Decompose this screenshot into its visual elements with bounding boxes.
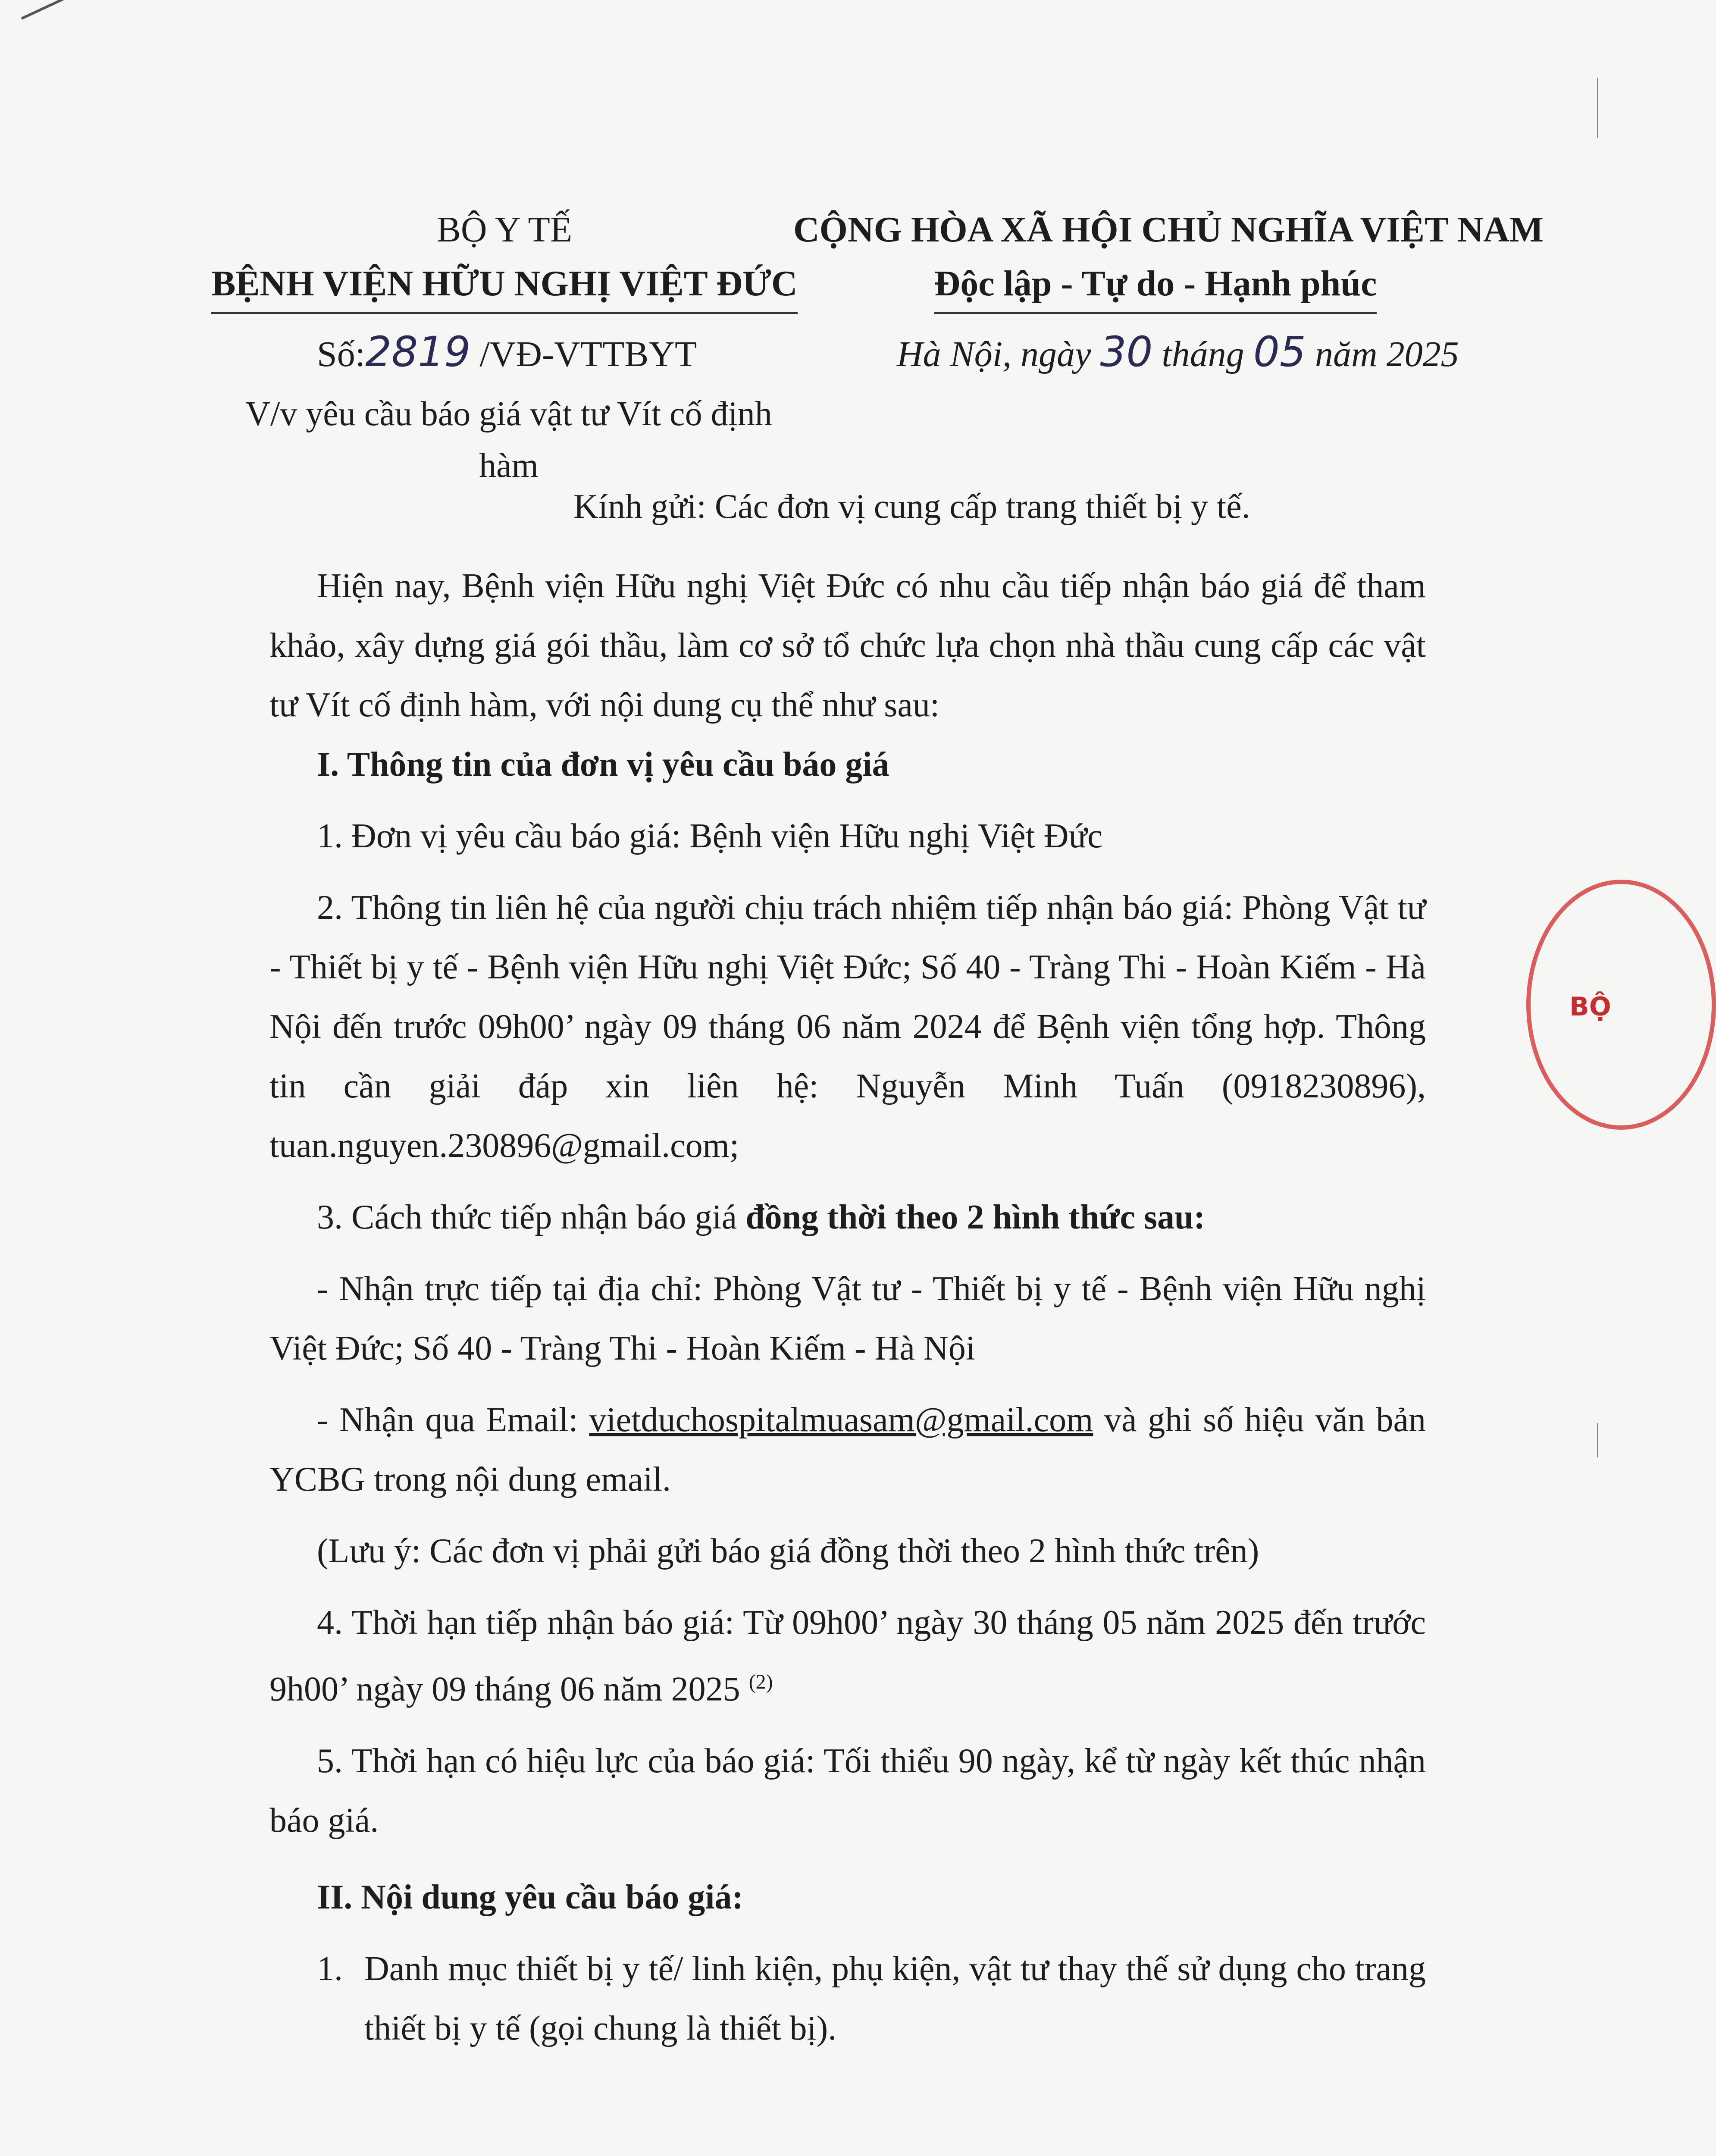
item3-bold: đồng thời theo 2 hình thức sau:: [745, 1198, 1206, 1236]
ministry-name: BỘ Y TẾ: [436, 210, 573, 250]
doc-number-prefix: Số:: [317, 334, 366, 374]
note: (Lưu ý: Các đơn vị phải gửi báo giá đồng thời theo 2 hình thức trên): [317, 1532, 1259, 1570]
subject-line: V/v yêu cầu báo giá vật tư Vít cố định hàm: [245, 395, 772, 485]
hospital-name: [207, 257, 802, 314]
item3-email-line: [269, 1390, 1426, 1509]
doc-number-suffix: /VĐ-VTTBYT: [479, 334, 697, 374]
item3-email-prefix: - Nhận qua Email:: [317, 1401, 589, 1439]
date-day: 30: [1100, 328, 1153, 376]
section1-item4: [269, 1593, 1426, 1719]
doc-number-handwritten: 2819: [365, 328, 471, 376]
date-month-label: tháng: [1162, 334, 1244, 374]
document-number: [317, 328, 697, 376]
recipient: Kính gửi: Các đơn vị cung cấp trang thiết bị y tế.: [573, 488, 1250, 526]
section2-title: II. Nội dung yêu cầu báo giá:: [317, 1878, 744, 1916]
section2-item1-num: 1.: [317, 1949, 343, 1988]
item3-direct: - Nhận trực tiếp tại địa chỉ: Phòng Vật tư - Thiết bị y tế - Bệnh viện Hữu nghị Việt Đức; Số 40 - Tràng Thi - Hoàn Kiếm - Hà Nội: [269, 1270, 1426, 1367]
section1-item2: 2. Thông tin liên hệ của người chịu trách nhiệm tiếp nhận báo giá: Phòng Vật tư - Thiết bị y tế - Bệnh viện Hữu nghị Việt Đức; Số 40 - Tràng Thi - Hoàn Kiếm - Hà Nội đến trước 09h00’ ngày 09 tháng 06 năm 2024 để Bệnh viện tổng hợp. Thông tin cần giải đáp xin liên hệ: Nguyễn Minh Tuấn (0918230896), tuan.nguyen.230896@gmail.com;: [269, 889, 1426, 1165]
item3-email-suffix: và ghi số hiệu văn bản YCBG trong nội dung email.: [269, 1401, 1426, 1498]
motto: [793, 257, 1518, 314]
section2-item1-text: Danh mục thiết bị y tế/ linh kiện, phụ kiện, vật tư thay thế sử dụng cho trang thiết bị y tế (gọi chung là thiết bị).: [364, 1949, 1426, 2047]
pen-mark: [21, 0, 81, 20]
section1-item5: 5. Thời hạn có hiệu lực của báo giá: Tối thiểu 90 ngày, kể từ ngày kết thúc nhận báo giá.: [269, 1742, 1426, 1839]
date-year: năm 2025: [1315, 334, 1459, 374]
hospital-name-text: BỆNH VIỆN HỮU NGHỊ VIỆT ĐỨC: [211, 257, 797, 314]
country-name: CỘNG HÒA XÃ HỘI CHỦ NGHĨA VIỆT NAM: [793, 210, 1544, 250]
motto-text: Độc lập - Tự do - Hạnh phúc: [934, 257, 1377, 314]
red-stamp: [1526, 880, 1716, 1130]
document-body: [269, 556, 1426, 2058]
edge-mark: [1597, 78, 1598, 138]
intro-paragraph: Hiện nay, Bệnh viện Hữu nghị Việt Đức có nhu cầu tiếp nhận báo giá để tham khảo, xây dựng giá gói thầu, làm cơ sở tổ chức lựa chọn nhà thầu cung cấp các vật tư Vít cố định hàm, với nội dung cụ thể như sau:: [269, 567, 1426, 724]
section1-item1: 1. Đơn vị yêu cầu báo giá: Bệnh viện Hữu nghị Việt Đức: [317, 817, 1103, 855]
section1-title: I. Thông tin của đơn vị yêu cầu báo giá: [317, 746, 889, 783]
item3-prefix: 3. Cách thức tiếp nhận báo giá: [317, 1198, 746, 1236]
date-line: [897, 328, 1459, 376]
date-month: 05: [1253, 328, 1306, 376]
header-right: [793, 203, 1544, 314]
header-left: [207, 203, 802, 314]
date-place: Hà Nội, ngày: [897, 334, 1091, 374]
item4-text: 4. Thời hạn tiếp nhận báo giá: Từ 09h00’ ngày 30 tháng 05 năm 2025 đến trước 9h00’ ngày 09 tháng 06 năm 2025: [269, 1604, 1426, 1708]
edge-mark: [1597, 1423, 1598, 1457]
section2-item1: [269, 1939, 1426, 2058]
stamp-text: BỘ: [1569, 992, 1611, 1022]
item4-sup: (2): [748, 1670, 773, 1693]
section1-item3: [269, 1188, 1426, 1247]
email-link[interactable]: vietduchospitalmuasam@gmail.com: [589, 1401, 1093, 1439]
